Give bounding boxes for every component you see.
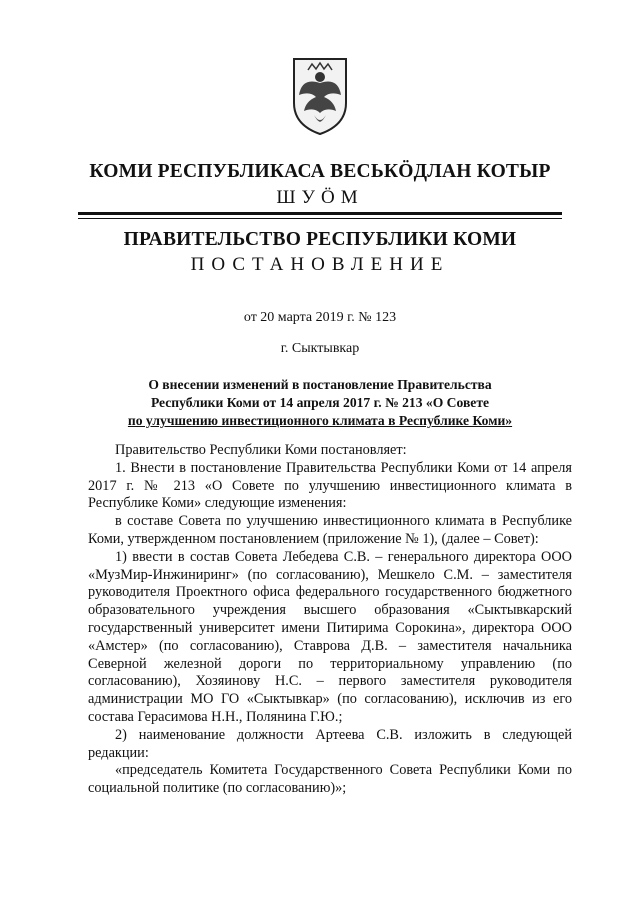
body-paragraph: 1) ввести в состав Совета Лебедева С.В. – генерального директора ООО «МузМир-Инжиниринг» (по согласованию), Мешкело С.М. – заместителя руководителя Проектного офиса федерального государственного бюджетного образовательного учреждения высшего образования «Сыктывкарский государственный университет имени Питирима Сорокина», директора ООО «Амстер» (по согласованию), Ставрова Д.В. – заместителя начальника Северной железной дороги по территориальному управлению (по согласованию), Хозяинову Н.С. – первого заместителя руководителя администрации МО ГО «Сыктывкар» (по согласованию), исключив из его состава Герасимова Н.Н., Полянина Г.Ю.; (88, 548, 572, 725)
header-divider-thin (78, 218, 562, 219)
heading-line: Республики Коми от 14 апреля 2017 г. № 213 «О Совете (150, 395, 490, 410)
heading-line: О внесении изменений в постановление Правительства (148, 377, 492, 392)
decree-title: ПОСТАНОВЛЕНИЕ (190, 254, 450, 275)
body-paragraph: в составе Совета по улучшению инвестиционного климата в Республике Коми, утвержденном постановлением (приложение № 1), (далее – Совет): (88, 513, 572, 547)
body-paragraph: 2) наименование должности Артеева С.В. изложить в следующей редакции: (88, 726, 572, 761)
header-divider-thick (78, 212, 562, 215)
komi-coat-of-arms-icon (290, 55, 350, 137)
heading-line: по улучшению инвестиционного климата в Республике Коми» (127, 413, 513, 428)
decree-city: г. Сыктывкар (280, 341, 360, 356)
komi-government-title: КОМИ РЕСПУБЛИКАСА ВЕСЬКӦДЛАН КОТЫР (89, 161, 551, 182)
body-paragraph: 1. Внести в постановление Правительства Республики Коми от 14 апреля 2017 г. № 213 «О Совете по улучшению инвестиционного климата в Республике Коми» следующие изменения: (88, 459, 572, 512)
decree-body (88, 442, 572, 798)
government-title: ПРАВИТЕЛЬСТВО РЕСПУБЛИКИ КОМИ (123, 229, 517, 250)
komi-decree-title: ШУӦМ (276, 187, 364, 208)
body-paragraph: «председатель Комитета Государственного Совета Республики Коми по социальной политике (по согласованию)»; (88, 762, 572, 797)
decree-date-number: от 20 марта 2019 г. № 123 (243, 310, 397, 325)
body-paragraph: Правительство Республики Коми постановляет: (115, 442, 407, 458)
decree-heading (80, 376, 560, 430)
